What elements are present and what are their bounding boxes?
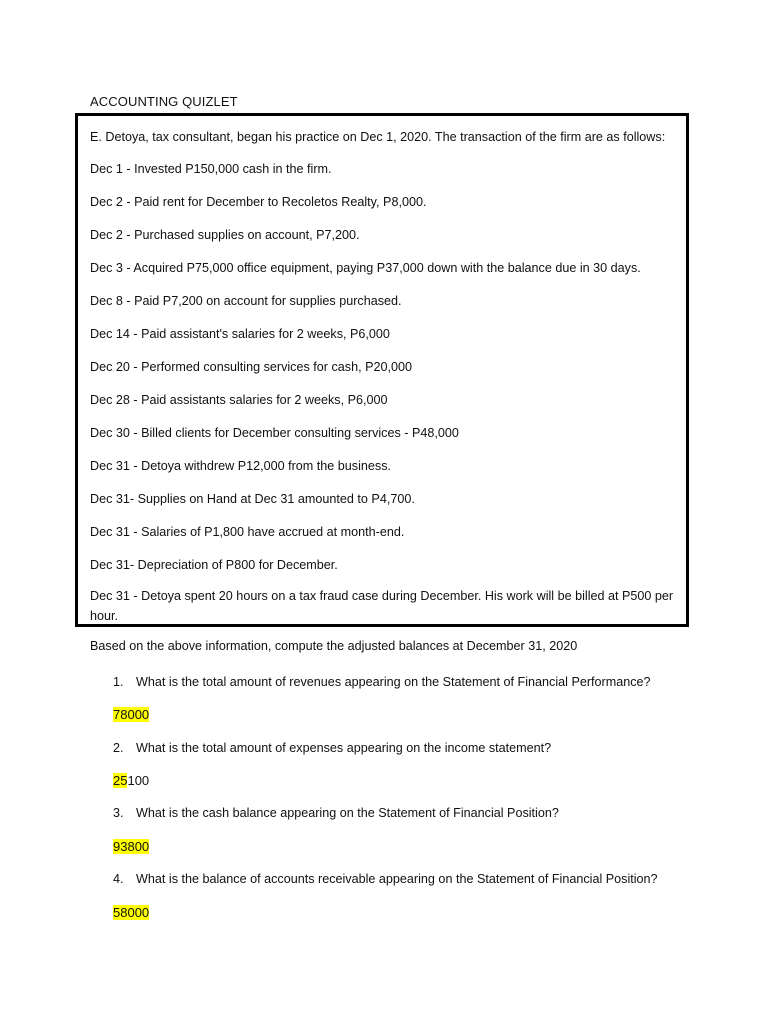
question-number: 1. <box>113 675 124 689</box>
transaction-item: Dec 20 - Performed consulting services for cash, P20,000 <box>90 360 412 374</box>
transaction-item: Dec 31- Depreciation of P800 for December. <box>90 558 338 572</box>
question-3 <box>113 806 559 820</box>
answer-4 <box>113 905 149 920</box>
answer-highlighted: 58000 <box>113 905 150 920</box>
transaction-item: Dec 30 - Billed clients for December consulting services - P48,000 <box>90 426 459 440</box>
answer-plain: 100 <box>127 773 150 788</box>
answer-highlighted: 25 <box>113 773 128 788</box>
transaction-item: Dec 28 - Paid assistants salaries for 2 weeks, P6,000 <box>90 393 388 407</box>
transaction-item: Dec 1 - Invested P150,000 cash in the firm. <box>90 162 332 176</box>
transaction-item: Dec 14 - Paid assistant's salaries for 2 weeks, P6,000 <box>90 327 390 341</box>
problem-intro: E. Detoya, tax consultant, began his practice on Dec 1, 2020. The transaction of the firm are as follows: <box>90 130 666 144</box>
question-number: 4. <box>113 872 124 886</box>
transaction-item: Dec 31 - Detoya withdrew P12,000 from the business. <box>90 459 392 473</box>
question-2 <box>113 741 551 755</box>
question-1 <box>113 675 651 689</box>
transaction-item: Dec 2 - Purchased supplies on account, P7,200. <box>90 228 360 242</box>
question-text: What is the total amount of expenses appearing on the income statement? <box>136 741 552 755</box>
transaction-item: Dec 31 - Salaries of P1,800 have accrued at month-end. <box>90 525 405 539</box>
instruction-text: Based on the above information, compute the adjusted balances at December 31, 2020 <box>90 639 578 653</box>
answer-highlighted: 78000 <box>113 707 150 722</box>
question-text: What is the total amount of revenues appearing on the Statement of Financial Performance? <box>136 675 651 689</box>
transaction-item: Dec 2 - Paid rent for December to Recoletos Realty, P8,000. <box>90 195 427 209</box>
transaction-item: Dec 3 - Acquired P75,000 office equipment, paying P37,000 down with the balance due in 30 days. <box>90 261 641 275</box>
question-4 <box>113 872 658 886</box>
problem-box <box>75 113 689 627</box>
question-number: 2. <box>113 741 124 755</box>
question-text: What is the cash balance appearing on the Statement of Financial Position? <box>136 806 559 820</box>
question-number: 3. <box>113 806 124 820</box>
answer-2 <box>113 773 149 788</box>
transaction-item: Dec 31- Supplies on Hand at Dec 31 amounted to P4,700. <box>90 492 415 506</box>
answer-1 <box>113 707 149 722</box>
transaction-item: Dec 31 - Detoya spent 20 hours on a tax fraud case during December. His work will be billed at P500 per hour. <box>90 589 674 623</box>
page-title: ACCOUNTING QUIZLET <box>90 94 238 109</box>
question-text: What is the balance of accounts receivable appearing on the Statement of Financial Position? <box>136 872 658 886</box>
answer-3 <box>113 839 149 854</box>
transaction-item: Dec 8 - Paid P7,200 on account for supplies purchased. <box>90 294 402 308</box>
answer-highlighted: 93800 <box>113 839 150 854</box>
